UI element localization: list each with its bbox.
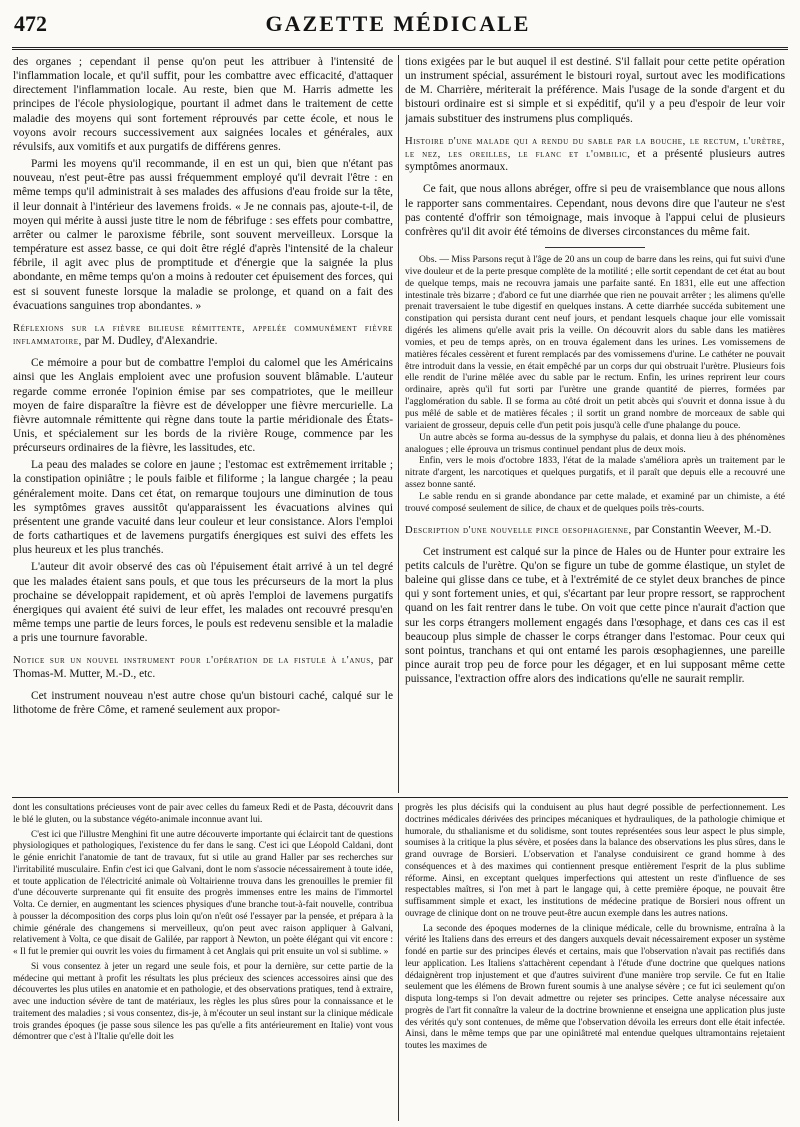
observation-paragraph: Obs. — Miss Parsons reçut à l'âge de 20 ans un coup de barre dans les reins, qui fut suivi d'une vive douleur et de la perte presque complète de la motilité ; elle sortit cependant de cet état au bout de quelque temps, mais ne recouvra jamais une parfaite santé. En 1831, elle eut une affection intestinale très bizarre ; d'abord ce fut une diarrhée que rien ne pouvait arrêter ; les alimens qu'elle prenait traversaient le tube digestif en quelques instans. A cette diarrhée succéda subitement une constipation qui persista durant cent neuf jours, et pendant lesquels chaque jour elle vomissait digérés les alimens qu'elle avait pris la veille. On découvrit alors du sable dans les matières vomies, et peu de temps après, on en trouva également dans les urines. Les vomissemens de matières fécales cessèrent et furent remplacés par des vomissemens d'urine. Le cathéter ne pouvait être introduit dans la vessie, en était empêché par un corps dur qui obstruait l'urètre. Plusieurs fois elle rendit de l'urine mêlée avec du sable par le rectum. Enfin, les urines reprirent leur cours ordinaire, après qu'il fut sorti par l'urètre une grande quantité de pierres, formées par l'agglomération du sable. Il se forma au côté droit un petit abcès qui s'ouvrit et donna issue à du pus mêlé de sable et de matières fécales ; il sortit un grand nombre de morceaux de sable qui variaient de grosseur, depuis celle d'un petit pois jusqu'à celle d'une phalange du pouce.	[405, 254, 785, 431]
paragraph: La peau des malades se colore en jaune ; l'estomac est extrêmement irritable ; la constipation opiniâtre ; le pouls faible et filiforme ; la langue chargée ; la peau généralement moite. Dans cet état, on remarque toujours une diminution de tous les symptômes graves aussitôt qu'apparaissent les évacuations alvines qui présentent une grande vacuité dans leur couleur et leur consistance. Alors l'emploi de forts cathartiques et de lavemens purgatifs énergiques est suivi des effets les plus heureux et les plus tranchés.	[13, 459, 393, 557]
paragraph: Cet instrument nouveau n'est autre chose qu'un bistouri caché, calqué sur le lithotome de frère Côme, et ramené seulement aux propor-	[13, 689, 393, 716]
column-divider	[398, 803, 399, 1121]
article-heading-title: Réflexions sur la fièvre bilieuse rémittente, appelée communément fièvre inflammatoire,	[13, 322, 393, 348]
paragraph: des organes ; cependant il pense qu'on peut les attribuer à l'intensité de l'inflammation locale, et qu'il suffit, pour les combattre avec efficacité, d'attaquer directement l'inflammation locale. Au reste, bien que M. Harris admette les principes de l'école physiologique, pourtant il admet dans le traitement de cette maladie des moyens qui sont fortement réprouvés par cette école, et nous le voyons avoir recours successivement aux saignées locales et générales, aux révulsifs, aux vomitifs et aux purgatifs de différens genres.	[13, 56, 393, 153]
paragraph: La seconde des époques modernes de la clinique médicale, celle du brownisme, entraîna à la vérité les Italiens dans des erreurs et des dangers auxquels devait nécessairement exposer un système fondé en partie sur des principes élevés et certains, mais que l'observation n'avait pas rectifiés dans leur application. Les Italiens s'attachèrent cependant à l'étude d'une doctrine que quelques nations dédaignèrent trop injustement et que d'autres suivirent d'une manière trop servile. Ce fut en Italie seulement que les élémens de Brown furent soumis à une analyse sévère ; ce fut ici seulement qu'on disputa long-temps si l'on devait admettre ou rejeter ses principes. Cette analyse nécessaire aux progrès de l'art fit connaître la valeur de la doctrine brownienne et enseigna une application plus juste des vérités qu'y sont contenues, de même que l'observation dévoila les erreurs dont elle était infectée. Ainsi, dans le même temps que par une opiniâtreté mal entendue quelques ultramontains rejetaient toutes les maximes de	[405, 923, 785, 1051]
article-heading-author: par M. Dudley, d'Alexandrie.	[84, 335, 218, 348]
article-heading-author: par Thomas-M. Mutter, M.-D., etc.	[13, 654, 393, 680]
article-heading-title: Description d'une nouvelle pince oesophagienne,	[405, 524, 632, 536]
column-divider	[398, 55, 399, 793]
lower-right-column	[405, 803, 785, 1121]
article-heading-rest: et a présenté plusieurs autres symptômes anormaux.	[405, 147, 785, 174]
article-heading	[405, 135, 785, 175]
page-number: 472	[14, 11, 47, 36]
article-heading-title: Notice sur un nouvel instrument pour l'opération de la fistule à l'anus,	[13, 655, 375, 667]
observation-paragraph: Un autre abcès se forma au-dessus de la symphyse du palais, et donna lieu à des phénomènes analogues ; elle éprouva un trismus continuel pendant plus de deux mois.	[405, 431, 785, 455]
header-rule	[12, 47, 788, 50]
paragraph: Parmi les moyens qu'il recommande, il en est un qui, bien que n'étant pas nouveau, n'est peut-être pas aussi fréquemment employé qu'il devrait l'être : en même temps qu'il administrait à ses malades des affusions d'eau froide sur la tête, il leur donnait à l'intérieur des lavemens froids. « Je ne connais pas, ajoute-t-il, de moyen qui mérite à aussi juste titre le nom de fébrifuge : ses effets pour combattre, arrêter ou calmer le paroxisme fébrile, sont souvent merveilleux. Lorsque la température est assez basse, ce qui doit être réglé d'après l'intensité de la chaleur fébrile, il agit avec plus de promptitude et d'énergie que la saignée la plus abondante, en même temps qu'on a moins à redouter cet épuisement des forces, qui est si souvent funeste lorsque la maladie se prolonge, et quand on a fait des évacuations sanguines trop abondantes. »	[13, 158, 393, 312]
upper-right-column	[405, 55, 785, 793]
observation-paragraph: Le sable rendu en si grande abondance par cette malade, et examiné par un chimiste, a été trouvé composé seulement de silice, de chaux et de quelques poils très-courts.	[405, 490, 785, 514]
lower-left-column	[13, 803, 393, 1121]
paragraph: Cet instrument est calqué sur la pince de Hales ou de Hunter pour extraire les petits calculs de l'urètre. Qu'on se figure un tube de gomme élastique, un stylet de baleine qui glisse dans ce tube, et à l'extrémité de ce stylet deux branches de pince qui y sont fortement unies, et qui, s'écartant par leur propre ressort, se rapprochent quand on les fait rentrer dans le tube. On voit que cette pince n'aurait d'action que sur les corps étrangers mollement engagés dans l'œsophage, et dans ces cas il est beaucoup plus simple de chasser le corps étranger dans l'estomac. Pour ceux qui sont pointus, tranchans et qui ont entamé les parois œsophagiennes, une pareille pince aurait trop peu de force pour les dégager, et en lui supposant même cette puissance, l'extraction offre alors des indications qu'elle ne saurait remplir.	[405, 545, 785, 686]
paragraph: Si vous consentez à jeter un regard une seule fois, et pour la dernière, sur cette partie de la médecine qui mettant à profit les résultats les plus précieux des sciences accessoires ainsi que des découvertes les plus utiles en anatomie et en pathologie, et des observations pratiques, tend à extraire, avec une induction sévère de tant de matériaux, les règles les plus sûres pour la connaissance et le traitement des maladies ; si vous consentez, dis-je, à m'écouter un seul instant sur la clinique médicale trois grandes époques (je passe sous silence les pas qu'elle a fits antérieurement en Italie) vont vous démontrer que c'est à l'Italie qu'elle doit les	[13, 961, 393, 1043]
paragraph: progrès les plus décisifs qui la conduisent au plus haut degré possible de perfectionnement. Les doctrines médicales dérivées des principes mécaniques et hydrauliques, de la pathologie chimique et humorale, du sthalianisme et du solidisme, sont toutes représentées sous leur aspect le plus simple, soumises à la critique la plus sévère, et posées dans la balance des observations les plus sûres, dans le grand ouvrage de Borsieri. L'observation et l'analyse conduisirent ce grand homme à des conséquences et à des maximes qui contiennent presque entièrement l'esprit de la plus sublime réforme. Ainsi, en exceptant quelques imperfections qui attestent un reste d'influence de ses respectables maîtres, si l'on met à part le langage qui, à cette première époque, ne pouvait être suffisamment simple et exact, les institutions de médecine pratique de Borsieri nous offrent un ouvrage de clinique dont on ne trouve peut-être aucun exemple dans les autres nations.	[405, 803, 785, 919]
separator-rule	[545, 247, 645, 248]
article-heading	[13, 654, 393, 680]
page-header	[12, 4, 784, 44]
article-heading	[405, 524, 785, 537]
paragraph: tions exigées par le but auquel il est destiné. S'il fallait pour cette petite opération un instrument spécial, assurément le bistouri royal, surtout avec les modifications de M. Charrière, mériterait la préférence. Mais l'usage de la sonde d'argent et du bistouri ordinaire est si simple et si expéditif, qu'il y a peu d'espoir de leur voir jamais substituer des instrumens plus compliqués.	[405, 56, 785, 125]
paragraph: Ce fait, que nous allons abréger, offre si peu de vraisemblance que nous allons le rapporter sans commentaires. Cependant, nous devons dire que l'auteur ne s'est pas contenté d'offrir son témoignage, mais invoque à l'appui celui de plusieurs confrères qu'il dit avoir été témoins de diverses circonstances du même fait.	[405, 183, 785, 238]
paragraph: C'est ici que l'illustre Menghini fit une autre découverte importante qui éclaircit tant de questions physiologiques et pathologiques, l'existence du fer dans le sang. C'est ici que Léopold Caldani, dont le génie enrichit l'anatomie de tant de travaux, fut si utile au grand Haller par ses recherches sur l'irritabilité musculaire. Enfin c'est ici que Galvani, dont le nom s'associe nécessairement à toute idée, et toute application de l'électricité animale où Voltairienne trouva dans les grenouilles le premier fil d'une découverte surprenante qui fit ensuite des progrès immenses entre les mains de l'immortel Volta. Ce dernier, en augmentant les sciences physiques d'une branche tout-à-fait nouvelle, contribua à pousser la décomposition des corps plus loin qu'on n'eût osé l'essayer par la pensée, et prépara à la chimie générale des changemens si merveilleux, qu'on peut avec raison appliquer à Galvani, relativement à Volta, ce que disait de Galilée, par rapport à Newton, un poète élégant qui vit encore : « Il fut le premier qui ouvrit les voies du firmament à cet Anglais qui prit ensuite un vol si sublime. »	[13, 829, 393, 957]
paragraph: Ce mémoire a pour but de combattre l'emploi du calomel que les Américains ainsi que les Anglais emploient avec une profusion souvent blâmable. L'auteur regarde comme erronée l'opinion émise par ses compatriotes, que le meilleur moyen de faire disparaître la fièvre est de développer une fièvre mercurielle. La fièvre automnale rémittente qui règne dans toute la partie méridionale des États-Unis, et spécialement sur les bords de la rivière Rouge, commence par les précurseurs ordinaires de la fièvre, les lassitudes, etc.	[13, 357, 393, 455]
article-heading	[13, 322, 393, 348]
paragraph: dont les consultations précieuses vont de pair avec celles du fameux Redi et de Pasta, découvrit dans le blé le gluten, ou la substance végéto-animale inconnue avant lui.	[13, 803, 393, 825]
upper-left-column	[13, 55, 393, 793]
paragraph: L'auteur dit avoir observé des cas où l'épuisement était arrivé à un tel degré que les malades étaient sans pouls, et que tous les précurseurs de la mort la plus prochaine se développait rapidement, et où après l'emploi de lavemens purgatifs énergiques qui avaient été suivi de leur effet, les malades ont recouvré presqu'en même temps une partie de leurs forces, le pouls est redevenu sensible et la maladie a pris une tournure favorable.	[13, 561, 393, 645]
observation-block	[405, 254, 785, 515]
article-heading-author: par Constantin Weever, M.-D.	[634, 523, 772, 536]
article-heading-title: Histoire d'une malade qui a rendu du sable par la bouche, le rectum, l'urètre, le nez, les oreilles, le flanc et l'ombilic,	[405, 135, 785, 160]
section-rule	[12, 797, 788, 798]
running-title: GAZETTE MÉDICALE	[265, 11, 531, 36]
observation-paragraph: Enfin, vers le mois d'octobre 1833, l'état de la malade s'améliora après un traitement par le nitrate d'argent, les narcotiques et quelques purgatifs, et il paraît que depuis elle a recouvré une assez bonne santé.	[405, 455, 785, 491]
